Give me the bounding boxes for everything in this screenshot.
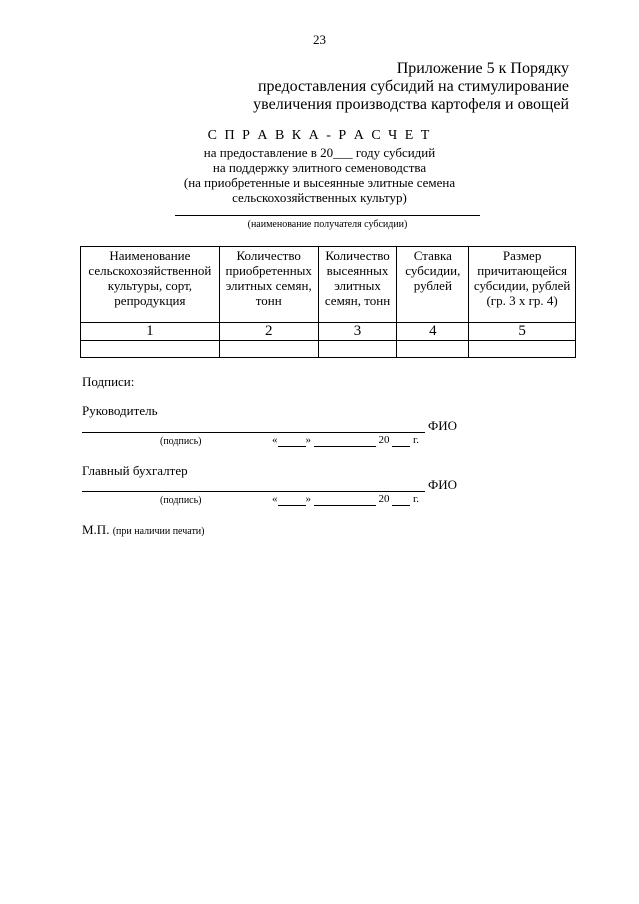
accountant-fio-label: ФИО bbox=[428, 477, 458, 492]
table-number-row bbox=[81, 323, 576, 341]
appendix-line-3: увеличения производства картофеля и овощей bbox=[253, 96, 569, 113]
accountant-date-field[interactable] bbox=[272, 493, 419, 506]
header-subsidy-amount: Размер причитающейся субсидии, рублей (гр. 3 х гр. 4) bbox=[469, 247, 576, 323]
table-cell[interactable] bbox=[81, 341, 220, 358]
head-fio-label: ФИО bbox=[428, 418, 458, 433]
table-row bbox=[81, 341, 576, 358]
stamp-label: М.П. bbox=[82, 522, 110, 537]
header-purchased-seeds: Количество приобретенных элитных семян, тонн bbox=[219, 247, 318, 323]
head-signature-line[interactable] bbox=[82, 432, 425, 433]
subtitle-line-3: (на приобретенные и высеянные элитные семена bbox=[183, 175, 456, 190]
head-role-label: Руководитель bbox=[82, 403, 158, 418]
appendix-line-2: предоставления субсидий на стимулирование bbox=[257, 78, 569, 95]
date-year-prefix: 20 bbox=[378, 434, 390, 446]
column-number: 4 bbox=[397, 323, 469, 341]
recipient-name-line[interactable] bbox=[175, 215, 480, 216]
date-open-quote: « bbox=[272, 434, 278, 446]
date-open-quote: « bbox=[272, 493, 278, 505]
table-cell[interactable] bbox=[219, 341, 318, 358]
calculation-table bbox=[80, 246, 576, 358]
accountant-role-label: Главный бухгалтер bbox=[82, 463, 188, 478]
appendix-line-1: Приложение 5 к Порядку bbox=[396, 60, 569, 77]
appendix-heading bbox=[253, 60, 569, 114]
header-subsidy-rate: Ставка субсидии, рублей bbox=[397, 247, 469, 323]
table-cell[interactable] bbox=[397, 341, 469, 358]
date-year-suffix: г. bbox=[413, 434, 420, 446]
recipient-caption: (наименование получателя субсидии) bbox=[247, 219, 408, 230]
date-year-suffix: г. bbox=[413, 493, 420, 505]
header-sown-seeds: Количество высеянных элитных семян, тонн bbox=[318, 247, 397, 323]
column-number: 2 bbox=[219, 323, 318, 341]
table-header-row bbox=[81, 247, 576, 323]
signatures-label: Подписи: bbox=[82, 374, 135, 389]
head-signature-caption: (подпись) bbox=[160, 436, 202, 447]
document-subtitle bbox=[0, 145, 639, 205]
subtitle-line-2: на поддержку элитного семеноводства bbox=[212, 160, 427, 175]
date-close-quote: » bbox=[305, 493, 311, 505]
accountant-signature-line[interactable] bbox=[82, 491, 425, 492]
date-close-quote: » bbox=[305, 434, 311, 446]
stamp-placeholder bbox=[82, 522, 205, 538]
head-date-field[interactable] bbox=[272, 434, 419, 447]
table-cell[interactable] bbox=[469, 341, 576, 358]
page-number: 23 bbox=[313, 32, 326, 47]
stamp-note: (при наличии печати) bbox=[112, 526, 205, 537]
date-year-prefix: 20 bbox=[378, 493, 390, 505]
subtitle-line-1: на предоставление в 20___ году субсидий bbox=[203, 145, 436, 160]
column-number: 1 bbox=[81, 323, 220, 341]
accountant-signature-caption: (подпись) bbox=[160, 495, 202, 506]
subtitle-line-4: сельскохозяйственных культур) bbox=[232, 190, 407, 205]
header-crop-name: Наименование сельскохозяйственной культуры, сорт, репродукция bbox=[81, 247, 220, 323]
column-number: 3 bbox=[318, 323, 397, 341]
column-number: 5 bbox=[469, 323, 576, 341]
document-title: С П Р А В К А - Р А С Ч Е Т bbox=[207, 128, 432, 143]
table-cell[interactable] bbox=[318, 341, 397, 358]
